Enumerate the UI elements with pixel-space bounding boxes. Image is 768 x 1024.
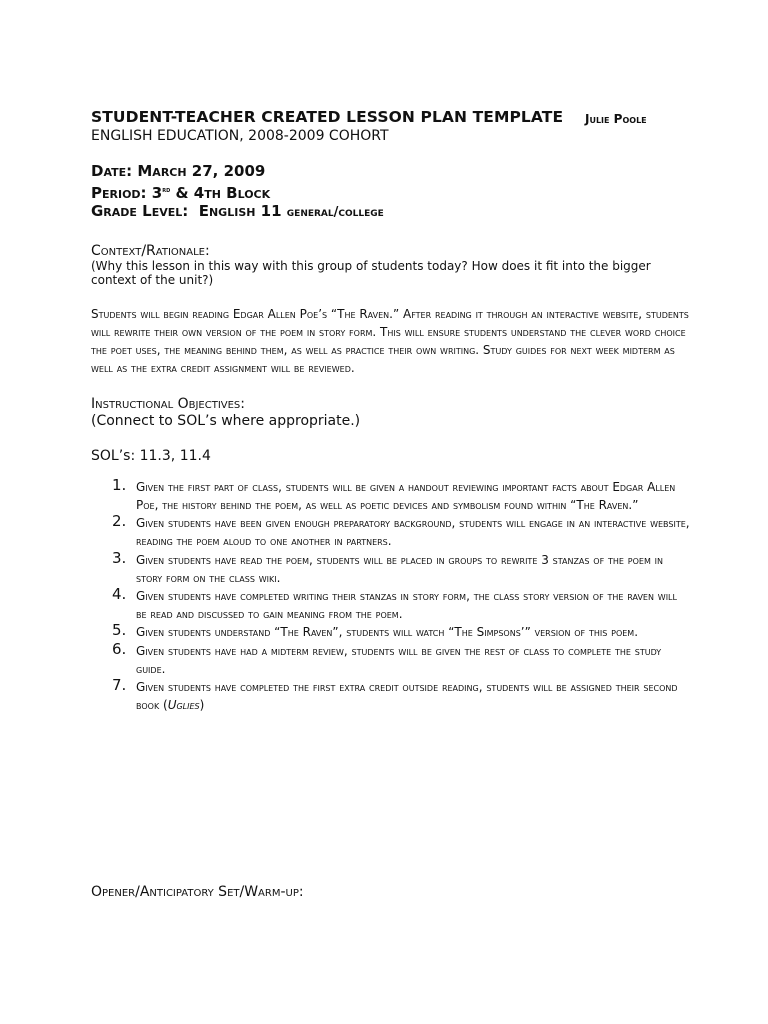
list-number: 2.	[112, 512, 127, 531]
grade-label: Grade Level:	[91, 202, 189, 220]
list-item-text-end: )	[199, 698, 205, 713]
list-number: 4.	[112, 584, 127, 603]
context-heading: Context/Rationale:	[91, 242, 210, 259]
period-number: 3	[151, 183, 163, 202]
list-item-text: Given students have been given enough preparatory background, students will engage in an interactive website, reading the poem aloud to one another in partners.	[136, 516, 690, 549]
title-row	[91, 108, 691, 130]
list-item-text: Given students understand “The Raven”, students will watch “The Simpsons’” version of this poem.	[136, 625, 639, 640]
grade-value: English 11	[198, 202, 282, 220]
book-title: Uglies	[167, 698, 200, 713]
list-item	[91, 639, 691, 678]
objectives-list	[91, 475, 691, 715]
list-number: 5.	[112, 621, 127, 640]
list-item	[91, 675, 691, 714]
document-title: STUDENT-TEACHER CREATED LESSON PLAN TEMPLATE	[91, 108, 564, 126]
period-superscript: rd	[162, 185, 171, 194]
lesson-meta	[91, 162, 691, 223]
period-label: Period:	[91, 183, 147, 202]
list-item-text: Given students have completed writing their stanzas in story form, the class story version of the raven will be read and discussed to gain meaning from the poem.	[136, 588, 677, 622]
context-section	[91, 243, 691, 378]
list-item	[91, 584, 691, 623]
list-item	[91, 548, 691, 587]
author-name: Julie Poole	[585, 112, 647, 126]
list-item-text: Given students have completed the first extra credit outside reading, students will be assigned their second book (	[136, 679, 678, 713]
cohort-line: ENGLISH EDUCATION, 2008-2009 COHORT	[91, 128, 389, 144]
date-line	[91, 162, 691, 181]
list-item-text: Given the first part of class, students will be given a handout reviewing important facts about Edgar Allen Poe, the history behind the poem, as well as poetic devices and symbolism found within “The Raven.”	[136, 479, 676, 512]
objectives-section	[91, 396, 691, 715]
sol-references: SOL’s: 11.3, 11.4	[91, 447, 211, 464]
list-number: 6.	[112, 639, 127, 658]
context-body: Students will begin reading Edgar Allen Poe’s “The Raven.” After reading it through an interactive website, students will rewrite their own version of the poem in story form. This will ensure students understand the clever word choice the poet uses, the meaning behind them, as well as practice their own writing. Study guides for next week midterm as well as the extra credit assignment will be reviewed.	[91, 306, 689, 376]
grade-line	[91, 202, 691, 223]
list-item	[91, 623, 691, 641]
lesson-plan-page	[91, 108, 691, 714]
date-label: Date:	[91, 162, 133, 180]
period-line	[91, 181, 691, 203]
list-number: 3.	[112, 548, 127, 567]
context-helper-text: (Why this lesson in this way with this group of students today? How does it fit into the bigger context of the unit?)	[91, 258, 651, 287]
date-value: March 27, 2009	[137, 162, 266, 180]
objectives-heading: Instructional Objectives:	[91, 395, 245, 412]
list-number: 7.	[112, 675, 127, 694]
opener-heading: Opener/Anticipatory Set/Warm-up:	[91, 884, 304, 900]
list-number: 1.	[112, 475, 127, 494]
list-item-text: Given students have read the poem, students will be placed in groups to rewrite 3 stanzas of the poem in story form on the class wiki.	[136, 552, 664, 585]
period-rest: & 4th Block	[175, 183, 271, 202]
objectives-connect-note: (Connect to SOL’s where appropriate.)	[91, 412, 361, 429]
list-item	[91, 475, 691, 514]
list-item	[91, 514, 691, 550]
grade-suffix: general/college	[286, 205, 384, 220]
list-item-text: Given students have had a midterm review, students will be given the rest of class to complete the study guide.	[136, 643, 662, 676]
